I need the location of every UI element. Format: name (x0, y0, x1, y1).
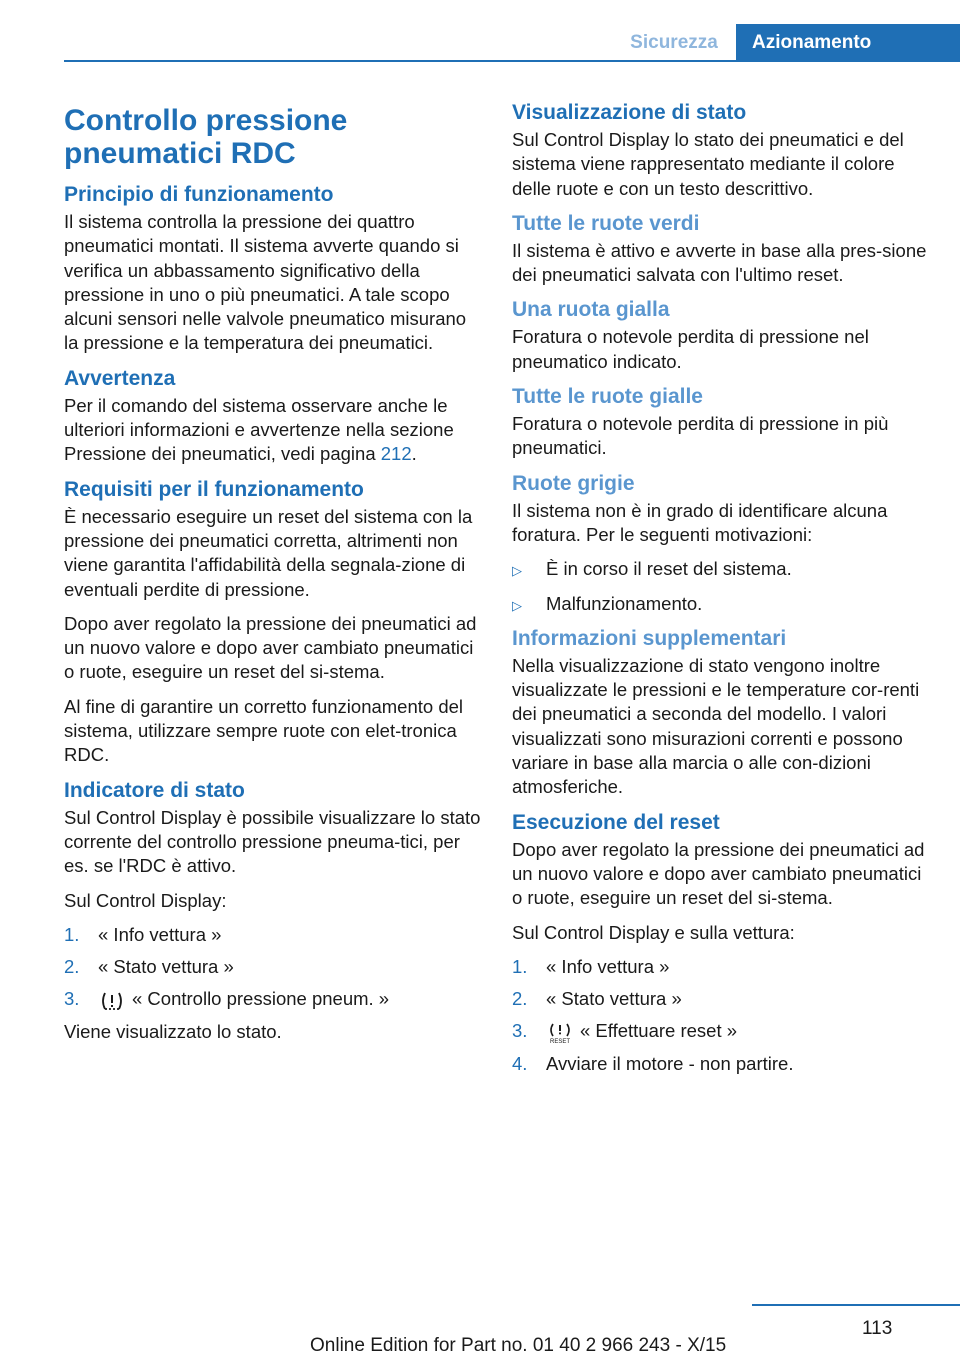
paragraph: Dopo aver regolato la pressione dei pneumatici ad un nuovo valore e dopo aver cambiato pneumatici o ruote, eseguire un reset del si-stema. (512, 838, 925, 909)
steps-list (64, 923, 484, 1012)
step-text: Avviare il motore - non partire. (546, 1052, 794, 1074)
paragraph: Il sistema è attivo e avverte in base alla pres-sione dei pneumatici salvata con l'ultimo reset. (512, 239, 927, 286)
list-item (512, 1052, 932, 1076)
tab-azionamento[interactable]: Azionamento (736, 24, 960, 62)
section-heading: Visualizzazione di stato (512, 101, 747, 124)
paragraph: Dopo aver regolato la pressione dei pneumatici ad un nuovo valore e dopo aver cambiato pneumatici o ruote, eseguire un reset del si-stema. (64, 612, 477, 683)
list-item (512, 557, 932, 583)
step-number: 3. (64, 988, 80, 1010)
step-text: « Info vettura » (546, 955, 670, 977)
list-item (512, 592, 932, 618)
list-item (64, 955, 484, 979)
step-text: « Effettuare reset » (580, 1020, 738, 1042)
triangle-right-icon: ▷ (512, 563, 522, 579)
reset-icon-label: RESET (549, 1038, 571, 1044)
section-ruota-gialla (512, 297, 932, 374)
paragraph: È necessario eseguire un reset del sistema con la pressione dei pneumatici corretta, altrimenti non viene garantita l'affidabilità della segnala-zione di eventuali perdite di pressione. (64, 505, 473, 600)
step-number: 2. (512, 988, 528, 1010)
section-reset (512, 810, 932, 1076)
step-number: 1. (512, 955, 528, 977)
section-heading: Indicatore di stato (64, 778, 245, 802)
section-heading: Esecuzione del reset (512, 810, 720, 834)
subsection-heading: Tutte le ruote gialle (512, 385, 703, 409)
tire-pressure-reset-icon (546, 1022, 574, 1044)
footer-rule (752, 1304, 960, 1306)
section-avvertenza (64, 366, 484, 467)
section-heading: Avvertenza (64, 366, 176, 390)
page-number: 113 (862, 1318, 893, 1339)
paragraph: Viene visualizzato lo stato. (64, 1020, 282, 1042)
paragraph: Sul Control Display è possibile visualizzare lo stato corrente del controllo pressione pneuma-tici, per es. se l'RDC è attivo. (64, 806, 481, 877)
paragraph-text: Per il comando del sistema osservare anche le ulteriori informazioni e avvertenze nella sezione Pressione dei pneumatici, vedi pagina (64, 394, 454, 465)
section-ruote-grigie (512, 471, 932, 618)
header-rule (64, 60, 960, 62)
paragraph: Sul Control Display e sulla vettura: (512, 921, 795, 943)
bullet-text: Malfunzionamento. (546, 592, 703, 614)
bullet-list (512, 557, 932, 618)
edition-note: Online Edition for Part no. 01 40 2 966 243 - X/15 (310, 1335, 727, 1356)
right-column (512, 100, 932, 1084)
tire-pressure-warning-icon (98, 990, 126, 1012)
section-principio (64, 182, 484, 356)
page-title: Controllo pressione pneumatici RDC (64, 104, 348, 170)
subsection-heading: Informazioni supplementari (512, 626, 787, 650)
section-heading: Principio di funzionamento (64, 183, 334, 206)
step-number: 4. (512, 1052, 528, 1074)
list-item (512, 987, 932, 1011)
paragraph: Nella visualizzazione di stato vengono inoltre visualizzate le pressioni e le temperature cor-renti dei pneumatici a seconda del modello. I valori visualizzati sono misurazioni correnti e possono variare in base alla marcia o alle con-dizioni atmosferiche. (512, 654, 920, 798)
list-item (512, 955, 932, 979)
left-column (64, 100, 484, 1054)
steps-list (512, 955, 932, 1076)
step-text: « Stato vettura » (98, 956, 234, 978)
list-item (512, 1019, 932, 1043)
paragraph: Il sistema controlla la pressione dei quattro pneumatici montati. Il sistema avverte quando si verifica un abbassamento significativo della pressione in uno o più pneumatici. A tale scopo alcuni sensori nelle valvole pneumatico misurano la pressione e la temperatura dei pneumatici. (64, 211, 467, 354)
triangle-right-icon: ▷ (512, 597, 522, 613)
section-informazioni (512, 626, 932, 800)
tab-sicurezza[interactable]: Sicurezza (630, 32, 718, 53)
paragraph: Al fine di garantire un corretto funzionamento del sistema, utilizzare sempre ruote con elet-tronica RDC. (64, 695, 464, 766)
section-heading: Requisiti per il funzionamento (64, 477, 364, 501)
step-text: « Controllo pressione pneum. » (132, 988, 390, 1010)
step-number: 1. (64, 923, 80, 945)
paragraph: Sul Control Display lo stato dei pneumatici e del sistema viene rappresentato mediante il colore delle ruote e con un testo descrittivo. (512, 129, 904, 199)
paragraph: Il sistema non è in grado di identificare alcuna foratura. Per le seguenti motivazioni: (512, 499, 888, 545)
subsection-heading: Una ruota gialla (512, 298, 670, 322)
list-item (64, 923, 484, 947)
bullet-text: È in corso il reset del sistema. (546, 558, 792, 580)
step-text: « Stato vettura » (546, 988, 682, 1010)
paragraph: Sul Control Display: (64, 889, 227, 911)
paragraph-end: . (411, 443, 417, 465)
section-visualizzazione (512, 100, 932, 201)
subsection-heading: Tutte le ruote verdi (512, 211, 700, 235)
step-number: 3. (512, 1020, 528, 1042)
list-item (64, 987, 484, 1011)
section-requisiti (64, 477, 484, 768)
section-ruote-verdi (512, 211, 932, 288)
paragraph: Foratura o notevole perdita di pressione nel pneumatico indicato. (512, 326, 869, 372)
subsection-heading: Ruote grigie (512, 471, 635, 495)
section-ruote-gialle (512, 384, 932, 461)
step-number: 2. (64, 956, 80, 978)
paragraph: Foratura o notevole perdita di pressione in più pneumatici. (512, 413, 889, 459)
page-link[interactable]: 212 (380, 443, 412, 465)
step-text: « Info vettura » (98, 923, 222, 945)
section-indicatore (64, 778, 484, 1044)
paragraph (64, 394, 484, 467)
